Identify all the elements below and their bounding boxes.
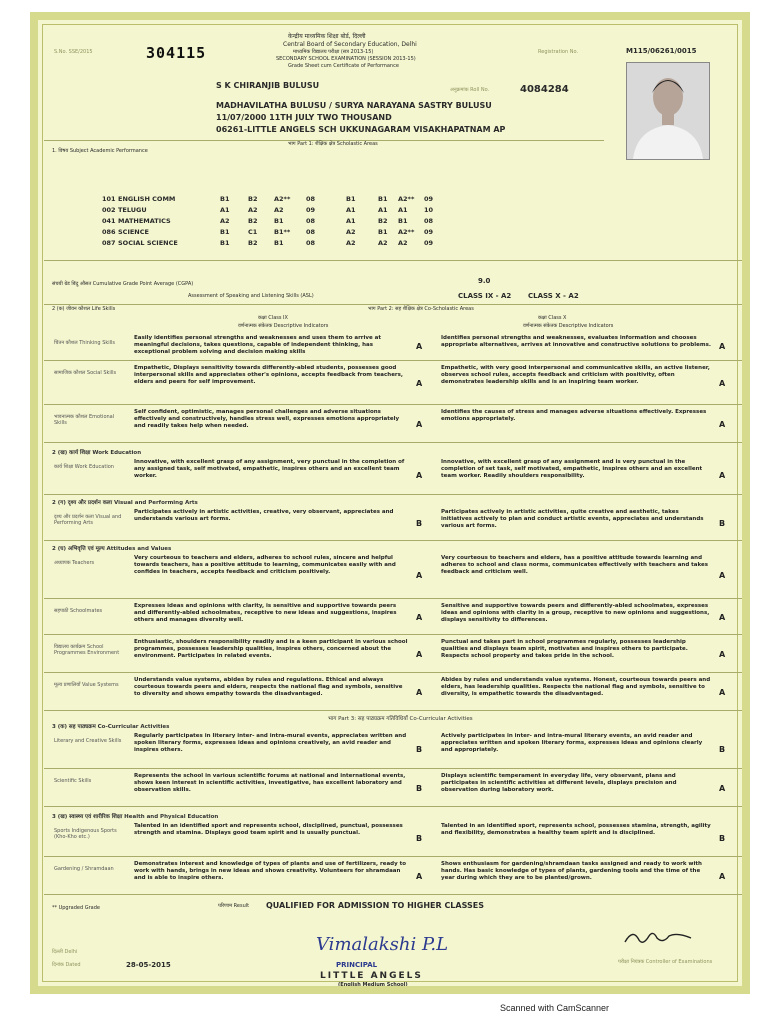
subject-code: 041 <box>102 217 116 225</box>
school-stamp-address: Sector 8, Ukkunagaram <box>333 989 392 994</box>
grade-class-x: A <box>719 471 726 480</box>
descriptor-class-x: Empathetic, with very good interpersonal and communicative skills, an active listener, observes school rules, accepts feedback and criticism with positivity, often demonstrates leadership skills and is an inspiring team worker. <box>441 365 710 385</box>
row-divider <box>44 598 744 599</box>
row-label: कार्य शिक्षा Work Education <box>54 464 114 470</box>
subject-h3: A2 <box>398 239 408 247</box>
attitudes-title: 2 (घ) अभिवृत्ति एवं मूल्य Attitudes and Values <box>52 546 172 552</box>
result-label: परिणाम Result <box>218 903 250 909</box>
grade-class-x: A <box>719 613 726 622</box>
grade-class-x: A <box>719 872 726 881</box>
descriptor-class-ix: Participates actively in artistic activities, creative, very observant, appreciates and understands various art forms. <box>134 509 394 522</box>
row-divider <box>44 442 744 443</box>
part2-title: भाग Part 2: सह शैक्षिक क्षेत्र Co-Scholastic Areas <box>368 306 474 312</box>
row-divider <box>44 540 744 541</box>
subject-g1: A2 <box>220 217 230 225</box>
row-divider <box>44 806 744 807</box>
row-label: सामाजिक कौशल Social Skills <box>54 370 117 376</box>
grade-class-x: A <box>719 688 726 697</box>
grade-class-x: A <box>719 784 726 793</box>
table-row <box>44 506 744 540</box>
grade-class-ix: A <box>416 872 423 881</box>
grade-class-x: A <box>719 342 726 351</box>
class-ix-header: कक्षा Class IX <box>258 315 288 321</box>
roll-number: 4084284 <box>520 84 569 95</box>
board-line-hindi: केन्द्रीय माध्यमिक शिक्षा बोर्ड, दिल्ली <box>288 33 366 40</box>
controller-signature-icon <box>623 926 693 948</box>
grade-class-x: B <box>719 834 726 843</box>
row-label: अध्यापक Teachers <box>54 560 95 566</box>
row-label: Scientific Skills <box>54 778 92 784</box>
subject-g2: A2 <box>248 206 258 214</box>
table-row <box>44 858 744 894</box>
descriptor-class-x: Displays scientific temperament in everyday life, very observant, plans and participates in scientific activities at different levels, displays precision and observation during laboratory work. <box>441 773 677 793</box>
descriptor-class-ix: Demonstrates interest and knowledge of types of plants and use of fertilizers, ready to work with hands, brings in new ideas and shows creativity. Volunteers for shramdaan and is able to inspire others. <box>134 861 407 881</box>
subject-gp2: 09 <box>424 195 434 203</box>
grade-class-x: A <box>719 650 726 659</box>
table-row <box>44 730 744 768</box>
descriptor-class-x: Abides by rules and understands value systems. Honest, courteous towards peers and elders, has leadership qualities. Respects the national flag and symbols, sensitive to diversity, is empathetic towards the disadvantaged. <box>441 677 711 697</box>
subject-gp2: 08 <box>424 217 434 225</box>
grade-class-x: A <box>719 379 726 388</box>
photo-portrait-icon <box>627 63 709 159</box>
row-divider <box>44 360 744 361</box>
principal-title: PRINCIPAL <box>336 961 378 969</box>
descriptor-class-x: Sensitive and supportive towards peers and differently-abled schoolmates, expresses ideas and opinions with clarity in a group, receptive to new opinions and suggestions, displays sensitivity to differences. <box>441 603 710 623</box>
upgraded-note: ** Upgraded Grade <box>52 905 100 911</box>
school-name: 06261-LITTLE ANGELS SCH UKKUNAGARAM VISAKHAPATNAM AP <box>216 125 506 134</box>
subject-gp2: 09 <box>424 239 434 247</box>
life-skills-title: 2 (क) जीवन कौशल Life Skills <box>52 306 116 312</box>
subject-h1: A1 <box>346 217 356 225</box>
subject-h3: B1 <box>398 217 408 225</box>
row-label: सहपाठी Schoolmates <box>54 608 103 614</box>
descriptor-class-ix: Regularly participates in literary inter- and intra-mural events, appreciates written and spoken literary forms, expresses ideas and opinions creatively, an avid reader and inspires others. <box>134 733 407 753</box>
certificate-number: 304115 <box>146 44 207 62</box>
subject-subject: SOCIAL SCIENCE <box>118 239 178 247</box>
grade-class-ix: A <box>416 688 423 697</box>
descriptor-class-x: Very courteous to teachers and elders, has a positive attitude towards learning and adheres to school and class norms, communicates effectively with teachers and takes feedback and criticism well. <box>441 555 709 575</box>
subject-code: 101 <box>102 195 116 203</box>
subject-code: 002 <box>102 206 116 214</box>
grade-class-ix: A <box>416 420 423 429</box>
subject-gp: 08 <box>306 228 316 236</box>
subject-g2: B2 <box>248 195 258 203</box>
subject-gp2: 09 <box>424 228 434 236</box>
subject-h3: A2** <box>398 195 415 203</box>
subject-gp: 09 <box>306 206 316 214</box>
issue-date: 28-05-2015 <box>126 961 171 969</box>
subject-g3: B1 <box>274 239 284 247</box>
registration-label: Registration No. <box>538 49 579 55</box>
grade-class-ix: B <box>416 745 423 754</box>
row-label: मूल्य प्रणालियाँ Value Systems <box>54 682 119 688</box>
grade-class-x: B <box>719 519 726 528</box>
subject-subject: ENGLISH COMM <box>118 195 176 203</box>
descriptor-class-ix: Enthusiastic, shoulders responsibility readily and is a keen participant in various school programmes, possesses leadership qualities, inspires others, concerned about the environment. Participates in related events. <box>134 639 408 659</box>
row-divider <box>44 634 744 635</box>
registration-number: M115/06261/0015 <box>626 47 697 55</box>
descriptor-class-x: Innovative, with excellent grasp of any assignment and is very punctual in the completion of set task, self motivated, empathetic, inspires others and an excellent team worker. Readily shoulders responsibility. <box>441 459 703 479</box>
table-row <box>44 406 744 442</box>
asl-class-ix: CLASS IX - A2 <box>458 292 512 300</box>
row-divider <box>44 494 744 495</box>
asl-label: Assessment of Speaking and Listening Skills (ASL) <box>188 293 314 299</box>
subject-gp: 08 <box>306 195 316 203</box>
school-stamp-name: LITTLE ANGELS <box>320 971 423 981</box>
grade-class-x: A <box>719 571 726 580</box>
subject-subject: SCIENCE <box>118 228 149 236</box>
row-label: Literary and Creative Skills <box>54 738 122 744</box>
descriptor-class-ix: Expresses ideas and opinions with clarity, is sensitive and supportive towards peers and differently-abled schoolmates, receptive to new ideas and suggestions, inspires others and manages diversity well. <box>134 603 397 623</box>
subject-g3: A2** <box>274 195 291 203</box>
descriptor-class-ix: Represents the school in various scientific forums at national and international events, shows keen interest in scientific activities, investigative, has excellent laboratory and observation skills. <box>134 773 406 793</box>
row-label: दृश्य और प्रदर्शन कला Visual and Performing Arts <box>54 514 122 526</box>
descriptor-class-x: Participates actively in artistic activities, quite creative and aesthetic, takes initiatives actively to plan and conduct artistic events, appreciates and understands various art forms. <box>441 509 704 529</box>
descriptor-class-x: Actively participates in inter- and intra-mural literary events, an avid reader and appreciates written and spoken literary forms, expresses ideas and opinions clearly and appropriately. <box>441 733 703 753</box>
table-row <box>44 820 744 856</box>
work-education-title: 2 (ख) कार्य शिक्षा Work Education <box>52 450 142 456</box>
cocurricular-title: 3 (क) सह पाठ्यक्रम Co-Curricular Activities <box>52 724 170 730</box>
descriptor-class-ix: Empathetic, Displays sensitivity towards differently-abled students, possesses good interpersonal skills and appreciates other's opinions, accepts feedback from teachers, elders and peers for self improvement. <box>134 365 404 385</box>
school-stamp-medium: (English Medium School) <box>338 982 408 988</box>
health-pe-title: 3 (ख) स्वास्थ्य एवं शारीरिक शिक्षा Health and Physical Education <box>52 814 219 820</box>
row-label: चिंतन कौशल Thinking Skills <box>54 340 116 346</box>
descriptor-class-x: Shows enthusiasm for gardening/shramdaan tasks assigned and ready to work with hands. Has basic knowledge of types of plants, gardening tools and the time of the year during which they are to be planted/grown. <box>441 861 702 881</box>
subject-g2: B2 <box>248 239 258 247</box>
descriptor-class-ix: Self confident, optimistic, manages personal challenges and adverse situations effectively and constructively, handles stress well, expresses emotions appropriately and readily takes help when needed. <box>134 409 400 429</box>
controller-label: परीक्षा नियंत्रक Controller of Examinations <box>618 959 713 965</box>
subject-h1: A1 <box>346 206 356 214</box>
descriptive-ix-header: वर्णनात्मक संकेतक Descriptive Indicators <box>238 323 329 329</box>
subject-code: 086 <box>102 228 116 236</box>
descriptor-class-x: Punctual and takes part in school programmes regularly, possesses leadership qualities and displays team spirit, motivates and inspires others to participate. Respects school property and takes pride in the school. <box>441 639 688 659</box>
row-label: भावनात्मक कौशल Emotional Skills <box>54 414 115 426</box>
table-row <box>44 770 744 806</box>
board-line-english: Central Board of Secondary Education, Delhi <box>283 41 417 48</box>
subject-h2: A1 <box>378 206 388 214</box>
subject-g3: A2 <box>274 206 284 214</box>
subject-g3: B1** <box>274 228 291 236</box>
row-divider <box>44 768 744 769</box>
row-label: Gardening / Shramdaan <box>54 866 114 872</box>
place-label: दिल्ली Delhi <box>52 949 78 955</box>
subject-h1: A2 <box>346 239 356 247</box>
subject-g2: C1 <box>248 228 258 236</box>
subject-h2: B1 <box>378 228 388 236</box>
exam-line-english: SECONDARY SCHOOL EXAMINATION (SESSION 2013-15) <box>276 56 416 62</box>
descriptor-class-ix: Very courteous to teachers and elders, adheres to school rules, sincere and helpful towards teachers, has a positive attitude to learning, communicates easily with and confides in teachers, accepts feedback and criticism positively. <box>134 555 396 575</box>
subject-gp: 08 <box>306 217 316 225</box>
grade-class-x: A <box>719 420 726 429</box>
table-row <box>44 552 744 598</box>
parents-names: MADHAVILATHA BULUSU / SURYA NARAYANA SASTRY BULUSU <box>216 101 492 110</box>
part1-title: भाग Part 1: शैक्षिक क्षेत्र Scholastic Areas <box>288 141 378 147</box>
descriptor-class-ix: Talented in an identified sport and represents school, disciplined, punctual, possesses strength and stamina. Displays good team spirit and is usually punctual. <box>134 823 403 836</box>
row-divider <box>44 672 744 673</box>
principal-signature: Vimalakshi P.L <box>316 934 449 955</box>
descriptive-x-header: वर्णनात्मक संकेतक Descriptive Indicators <box>523 323 614 329</box>
date-label: दिनांक Dated <box>52 962 81 968</box>
camscanner-watermark: Scanned with CamScanner <box>500 1003 610 1013</box>
cgpa-value: 9.0 <box>478 277 491 285</box>
subject-g1: A1 <box>220 206 230 214</box>
class-x-header: कक्षा Class X <box>538 315 567 321</box>
subject-subject: TELUGU <box>118 206 147 214</box>
subject-g1: B1 <box>220 228 230 236</box>
descriptor-class-x: Identifies the causes of stress and manages adverse situations effectively. Expresses emotions appropriately. <box>441 409 707 422</box>
subject-subject: MATHEMATICS <box>118 217 171 225</box>
grade-class-ix: A <box>416 571 423 580</box>
table-row <box>44 332 744 360</box>
table-row <box>44 362 744 404</box>
subject-h3: A2** <box>398 228 415 236</box>
asl-class-x: CLASS X - A2 <box>528 292 579 300</box>
grade-sheet <box>30 12 750 994</box>
grade-class-ix: A <box>416 650 423 659</box>
grade-class-ix: A <box>416 379 423 388</box>
grade-sheet-title: Grade Sheet cum Certificate of Performance <box>288 63 399 69</box>
descriptor-class-ix: Easily identifies personal strengths and weaknesses and uses them to arrive at meaningful decisions, takes questions, capable of independent thinking, has exceptional problem solving and decision making skills <box>134 335 381 355</box>
cgpa-label: संचयी ग्रेड बिंदु औसत Cumulative Grade Point Average (CGPA) <box>52 281 194 287</box>
sr-no-label: S.No. SSE/2015 <box>54 49 93 55</box>
grade-class-ix: B <box>416 784 423 793</box>
academic-performance-label: 1. विषय Subject Academic Performance <box>52 148 148 154</box>
grade-class-x: B <box>719 745 726 754</box>
part3-title: भाग Part 3: सह पाठ्यक्रम गतिविधियाँ Co-Curricular Activities <box>328 716 473 722</box>
row-divider <box>44 710 744 711</box>
subject-g1: B1 <box>220 239 230 247</box>
row-label: विद्यालय कार्यक्रम School Programmes Environment <box>54 644 120 656</box>
table-row <box>44 636 744 672</box>
subject-gp: 08 <box>306 239 316 247</box>
exam-line-hindi: माध्यमिक विद्यालय परीक्षा (सत्र 2013-15) <box>293 49 374 55</box>
subject-code: 087 <box>102 239 116 247</box>
date-of-birth: 11/07/2000 11TH JULY TWO THOUSAND <box>216 113 392 122</box>
subject-h2: B2 <box>378 217 388 225</box>
table-row <box>44 456 744 494</box>
subject-g1: B1 <box>220 195 230 203</box>
grade-class-ix: B <box>416 519 423 528</box>
roll-label: अनुक्रमांक Roll No. <box>450 87 490 93</box>
subject-g2: B2 <box>248 217 258 225</box>
subject-gp2: 10 <box>424 206 434 214</box>
row-divider <box>44 856 744 857</box>
row-label: Sports Indigenous Sports (Kho-Kho etc.) <box>54 828 117 840</box>
grade-class-ix: A <box>416 613 423 622</box>
descriptor-class-ix: Understands value systems, abides by rules and regulations. Ethical and always courteous towards peers and elders, respects the national flag and symbols, sensitive to diversity and shows empathy towards the disadvantaged. <box>134 677 403 697</box>
table-row <box>44 600 744 634</box>
grade-class-ix: A <box>416 471 423 480</box>
candidate-photo <box>626 62 710 160</box>
descriptor-class-ix: Innovative, with excellent grasp of any assignment, very punctual in the completion of any assigned task, self motivated, empathetic, inspires others and an excellent team worker. <box>134 459 405 479</box>
table-row <box>44 674 744 710</box>
subject-h1: B1 <box>346 195 356 203</box>
arts-title: 2 (ग) दृश्य और प्रदर्शन कला Visual and Performing Arts <box>52 500 198 506</box>
descriptor-class-x: Identifies personal strengths and weaknesses, evaluates information and chooses appropriate alternatives, arrives at innovative and constructive solutions to problems. <box>441 335 711 348</box>
descriptor-class-x: Talented in an identified sport, represents school, possesses stamina, strength, agility and flexibility, demonstrates a healthy team spirit and is disciplined. <box>441 823 711 836</box>
candidate-name: S K CHIRANJIB BULUSU <box>216 81 320 90</box>
grade-class-ix: A <box>416 342 423 351</box>
result-value: QUALIFIED FOR ADMISSION TO HIGHER CLASSES <box>266 901 484 910</box>
subject-g3: B1 <box>274 217 284 225</box>
row-divider <box>44 404 744 405</box>
subject-h1: A2 <box>346 228 356 236</box>
subject-h3: A1 <box>398 206 408 214</box>
row-divider <box>44 894 744 895</box>
grade-class-ix: B <box>416 834 423 843</box>
subject-h2: A2 <box>378 239 388 247</box>
subject-h2: B1 <box>378 195 388 203</box>
